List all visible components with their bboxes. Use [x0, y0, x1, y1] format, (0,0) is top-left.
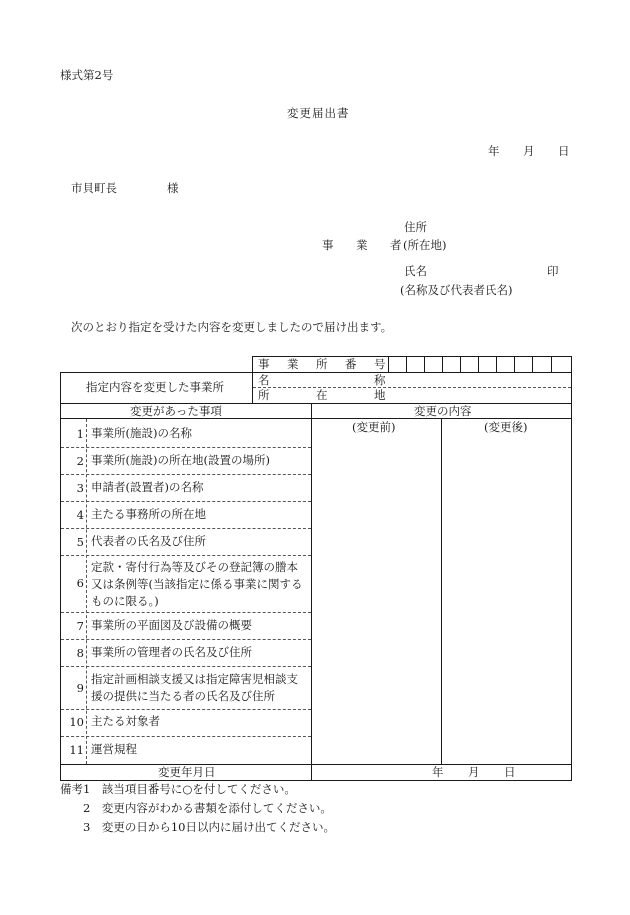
office-name-label-2: 称 [374, 373, 386, 387]
item-number[interactable]: 5 [76, 535, 84, 549]
office-number-label-2: 業 [287, 357, 299, 371]
office-name-label-1: 名 [258, 373, 270, 387]
item-text: 主たる対象者 [91, 714, 160, 728]
page-title: 変更届出書 [287, 106, 350, 120]
before-label: (変更前) [352, 420, 396, 434]
item-text: 事業所(施設)の名称 [91, 426, 192, 440]
item-text: 定款・寄付行為等及びその登記簿の謄本又は条例等(当該指定に係る事業に関するものに限る。) [91, 560, 303, 608]
change-date-month: 月 [468, 765, 480, 779]
location-label: (所在地) [403, 238, 447, 252]
item-text: 主たる事務所の所在地 [91, 507, 206, 521]
seal-mark: 印 [547, 264, 559, 278]
after-label: (変更後) [484, 420, 528, 434]
note-2: 2 変更内容がわかる書類を添付してください。 [60, 801, 332, 815]
before-content-area[interactable] [313, 436, 439, 762]
intro-text: 次のとおり指定を受けた内容を変更しましたので届け出ます。 [71, 320, 393, 334]
name-note: (名称及び代表者氏名) [400, 283, 513, 297]
address-label: 住所 [404, 220, 427, 234]
item-number[interactable]: 8 [76, 646, 84, 660]
business-label-1: 事 [322, 238, 334, 252]
item-text: 事業所の平面図及び設備の概要 [91, 618, 252, 632]
office-number-label-3: 所 [316, 357, 328, 371]
item-number[interactable]: 1 [76, 427, 84, 441]
date-day-label: 日 [558, 144, 570, 158]
date-year-label: 年 [488, 144, 500, 158]
office-location-input[interactable] [390, 389, 570, 402]
office-number-label-5: 号 [374, 357, 386, 371]
office-number-input[interactable] [389, 357, 571, 372]
office-name-input[interactable] [390, 374, 570, 386]
item-number[interactable]: 3 [76, 481, 84, 495]
office-number-label-1: 事 [258, 357, 270, 371]
office-location-label-1: 所 [258, 388, 270, 402]
item-number[interactable]: 10 [69, 715, 84, 729]
office-location-label-3: 地 [374, 388, 386, 402]
item-text: 運営規程 [91, 742, 137, 756]
addressee-suffix: 様 [167, 181, 179, 195]
changed-office-label: 指定内容を変更した事業所 [86, 380, 224, 394]
change-date-label: 変更年月日 [158, 765, 216, 779]
business-label-3: 者 [390, 238, 402, 252]
item-text: 申請者(設置者)の名称 [91, 480, 204, 494]
change-date-year: 年 [432, 765, 444, 779]
item-number[interactable]: 11 [69, 743, 84, 757]
form-number: 様式第2号 [60, 68, 114, 82]
change-date-input[interactable] [313, 765, 569, 779]
addressee-name: 市貝町長 [71, 181, 117, 195]
item-text: 代表者の氏名及び住所 [91, 534, 206, 548]
office-number-label-4: 番 [345, 357, 357, 371]
office-location-label-2: 在 [316, 388, 328, 402]
item-number[interactable]: 6 [76, 576, 84, 590]
item-number[interactable]: 7 [76, 619, 84, 633]
item-text: 事業所の管理者の氏名及び住所 [91, 645, 252, 659]
change-date-day: 日 [504, 765, 516, 779]
after-content-area[interactable] [443, 436, 569, 762]
note-1: 備考1 該当項目番号に○を付してください。 [60, 782, 296, 796]
business-label-2: 業 [356, 238, 368, 252]
changed-items-header: 変更があった事項 [130, 404, 222, 418]
date-month-label: 月 [523, 144, 535, 158]
name-label: 氏名 [404, 264, 427, 278]
note-3: 3 変更の日から10日以内に届け出てください。 [60, 820, 335, 834]
item-text: 指定計画相談支援又は指定障害児相談支援の提供に当たる者の氏名及び住所 [91, 672, 298, 703]
change-content-header: 変更の内容 [414, 404, 472, 418]
item-number[interactable]: 2 [76, 454, 84, 468]
item-number[interactable]: 9 [76, 681, 84, 695]
item-number[interactable]: 4 [76, 508, 84, 522]
item-text: 事業所(施設)の所在地(設置の場所) [91, 453, 270, 467]
